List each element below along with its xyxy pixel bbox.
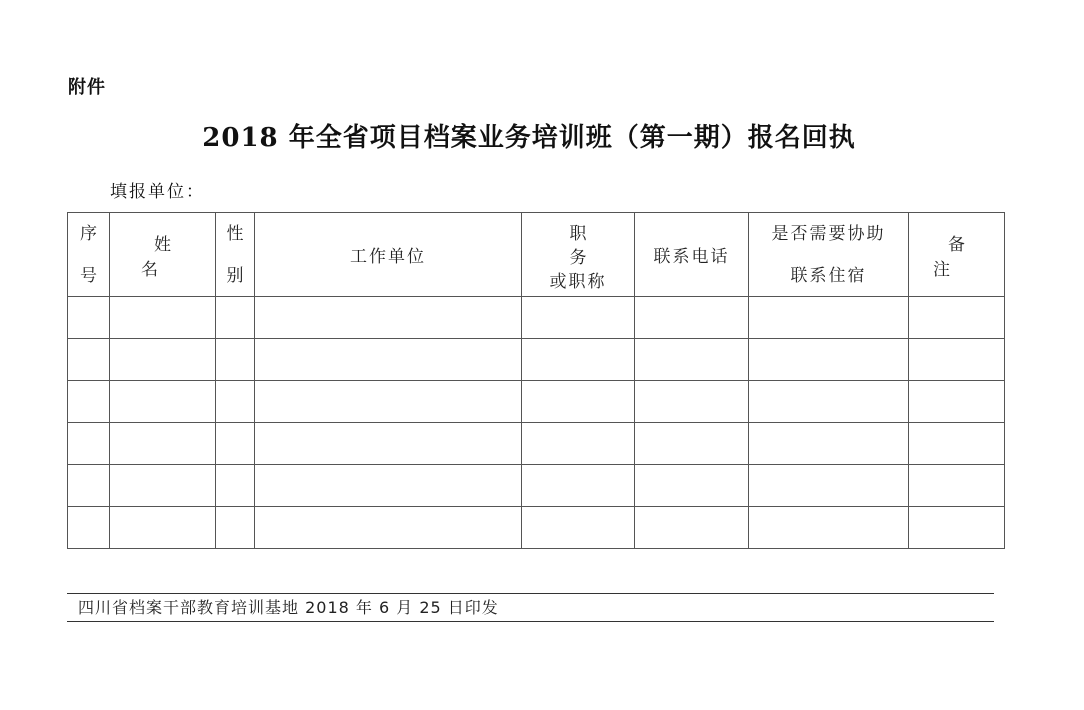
cell-seq[interactable] — [68, 381, 110, 423]
header-lodging-line1: 是否需要协助 — [771, 223, 886, 244]
cell-work-unit[interactable] — [255, 423, 522, 465]
header-position-line2: 或职称 — [549, 271, 607, 292]
table-row — [68, 507, 1005, 549]
table-row — [68, 339, 1005, 381]
header-name — [110, 213, 216, 297]
registration-table — [67, 212, 1005, 549]
cell-remarks[interactable] — [909, 381, 1005, 423]
cell-phone[interactable] — [635, 297, 749, 339]
header-gender-line1: 性 — [226, 223, 244, 244]
cell-gender[interactable] — [216, 507, 255, 549]
cell-remarks[interactable] — [909, 507, 1005, 549]
header-seq-line1: 序 — [80, 223, 97, 244]
cell-work-unit[interactable] — [255, 465, 522, 507]
header-phone-label: 联系电话 — [653, 247, 730, 267]
cell-remarks[interactable] — [909, 339, 1005, 381]
cell-remarks[interactable] — [909, 297, 1005, 339]
cell-lodging[interactable] — [749, 423, 909, 465]
cell-name[interactable] — [110, 465, 216, 507]
cell-seq[interactable] — [68, 297, 110, 339]
header-seq — [68, 213, 110, 297]
header-seq-line2: 号 — [80, 265, 97, 286]
cell-seq[interactable] — [68, 507, 110, 549]
footer-bottom-rule — [67, 621, 994, 622]
cell-lodging[interactable] — [749, 381, 909, 423]
cell-gender[interactable] — [216, 339, 255, 381]
cell-gender[interactable] — [216, 297, 255, 339]
cell-phone[interactable] — [635, 381, 749, 423]
cell-work-unit[interactable] — [255, 339, 522, 381]
cell-gender[interactable] — [216, 381, 255, 423]
footer-top-rule — [67, 593, 994, 594]
cell-seq[interactable] — [68, 423, 110, 465]
cell-name[interactable] — [110, 381, 216, 423]
header-name-label: 姓 名 — [141, 234, 197, 280]
header-gender-line2: 别 — [226, 265, 244, 286]
cell-work-unit[interactable] — [255, 507, 522, 549]
cell-name[interactable] — [110, 339, 216, 381]
cell-phone[interactable] — [635, 465, 749, 507]
table-row — [68, 465, 1005, 507]
header-position — [522, 213, 635, 297]
cell-lodging[interactable] — [749, 339, 909, 381]
table-row — [68, 297, 1005, 339]
cell-remarks[interactable] — [909, 465, 1005, 507]
cell-position[interactable] — [522, 339, 635, 381]
cell-lodging[interactable] — [749, 297, 909, 339]
cell-work-unit[interactable] — [255, 297, 522, 339]
header-row — [68, 213, 1005, 297]
cell-name[interactable] — [110, 297, 216, 339]
header-work-unit — [255, 213, 522, 297]
cell-lodging[interactable] — [749, 507, 909, 549]
header-phone — [635, 213, 749, 297]
header-remarks — [909, 213, 1005, 297]
cell-work-unit[interactable] — [255, 381, 522, 423]
cell-phone[interactable] — [635, 507, 749, 549]
header-work-unit-label: 工作单位 — [350, 247, 426, 267]
cell-seq[interactable] — [68, 339, 110, 381]
cell-phone[interactable] — [635, 423, 749, 465]
header-gender — [216, 213, 255, 297]
cell-name[interactable] — [110, 507, 216, 549]
cell-position[interactable] — [522, 381, 635, 423]
cell-seq[interactable] — [68, 465, 110, 507]
table-row — [68, 423, 1005, 465]
issuer-footer: 四川省档案干部教育培训基地 2018 年 6 月 25 日印发 — [78, 598, 499, 617]
cell-position[interactable] — [522, 423, 635, 465]
page-title: 2018 年全省项目档案业务培训班（第一期）报名回执 — [202, 123, 856, 153]
cell-gender[interactable] — [216, 423, 255, 465]
cell-gender[interactable] — [216, 465, 255, 507]
cell-position[interactable] — [522, 465, 635, 507]
cell-lodging[interactable] — [749, 465, 909, 507]
cell-remarks[interactable] — [909, 423, 1005, 465]
header-remarks-label: 备 注 — [933, 234, 995, 280]
reporting-unit-label: 填报单位： — [110, 182, 205, 202]
header-lodging-line2: 联系住宿 — [790, 265, 867, 286]
cell-position[interactable] — [522, 507, 635, 549]
header-position-line1: 职 务 — [569, 223, 609, 268]
cell-name[interactable] — [110, 423, 216, 465]
table-row — [68, 381, 1005, 423]
attachment-label: 附件 — [68, 77, 106, 98]
cell-phone[interactable] — [635, 339, 749, 381]
header-lodging — [749, 213, 909, 297]
cell-position[interactable] — [522, 297, 635, 339]
